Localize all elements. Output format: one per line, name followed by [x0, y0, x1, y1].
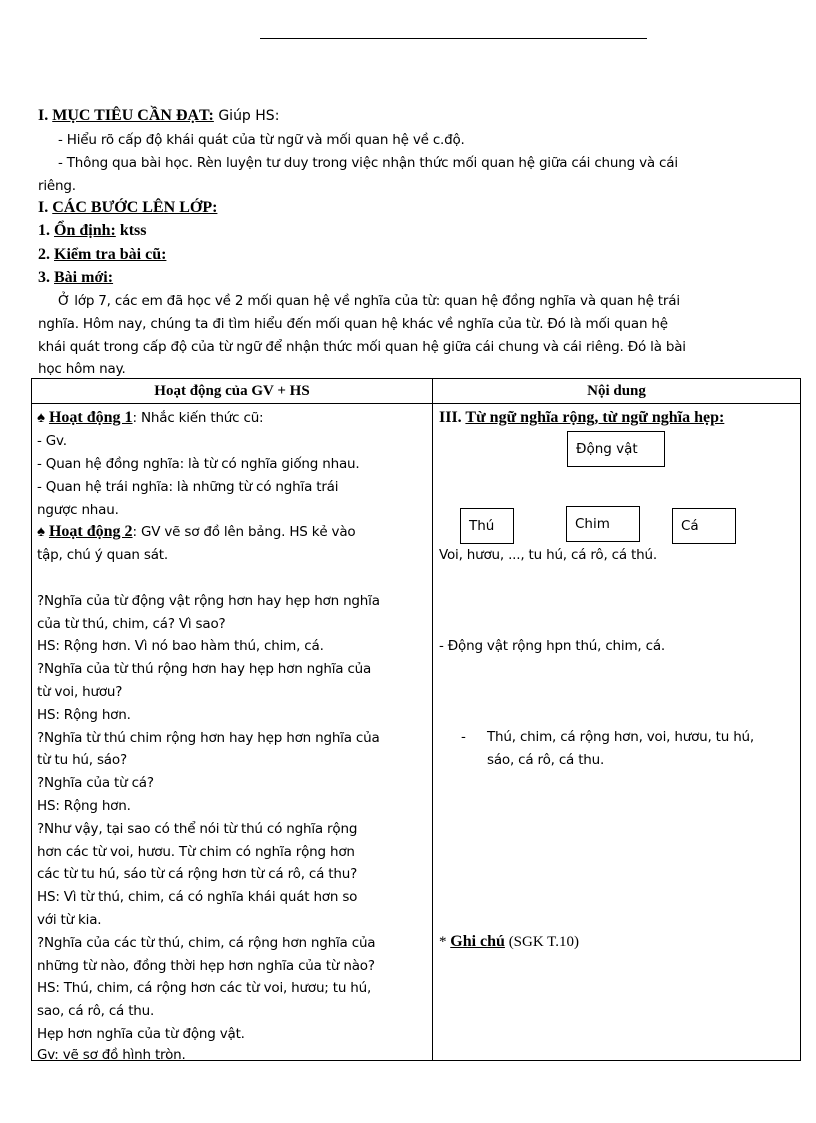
box-fish-label: Cá	[681, 518, 699, 534]
objective-2: - Thông qua bài học. Rèn luyện tư duy trong việc nhận thức mối quan hệ giữa cái chung và cái	[58, 155, 678, 171]
section-1-suffix: Giúp HS:	[213, 108, 280, 124]
note-label: Ghi chú	[450, 933, 505, 950]
activity-2	[37, 522, 355, 542]
objective-2-cont: riêng.	[38, 178, 76, 194]
diagram-box-animal	[567, 431, 665, 467]
box-animal-label: Động vật	[576, 441, 638, 457]
left-content	[32, 404, 432, 1063]
left-line: ?Như vậy, tại sao có thể nói từ thú có nghĩa rộng	[37, 821, 358, 837]
step-3-label: Bài mới:	[54, 269, 114, 286]
point-2-line-1: Thú, chim, cá rộng hơn, voi, hươu, tu hú,	[487, 729, 755, 745]
left-line: Gv: vẽ sơ đồ hình tròn.	[37, 1047, 186, 1063]
step-1	[38, 221, 147, 241]
point-1: - Động vật rộng hpn thú, chim, cá.	[439, 638, 665, 654]
activity-2-label: Hoạt động 2	[48, 523, 133, 540]
left-line: từ tu hú, sáo?	[37, 752, 127, 768]
left-line: ?Nghĩa của từ thú rộng hơn hay hẹp hơn nghĩa của	[37, 661, 372, 677]
diagram-box-bird	[566, 506, 640, 542]
left-line: HS: Rộng hơn. Vì nó bao hàm thú, chim, cá.	[37, 638, 324, 654]
left-line: - Quan hệ trái nghĩa: là những từ có nghĩa trái	[37, 479, 339, 495]
step-2-num: 2.	[38, 246, 50, 263]
right-heading-num: III.	[439, 409, 462, 426]
activity-1-rest: : Nhắc kiến thức cũ:	[132, 410, 264, 426]
box-bird-label: Chim	[575, 516, 610, 532]
left-line: - Gv.	[37, 433, 67, 449]
left-line: những từ nào, đồng thời hẹp hơn nghĩa của từ nào?	[37, 958, 375, 974]
lesson-table	[31, 378, 801, 1061]
intro-line-4: học hôm nay.	[38, 361, 126, 377]
spade-icon: ♠	[37, 524, 45, 540]
objective-1: - Hiểu rõ cấp độ khái quát của từ ngữ và mối quan hệ về c.độ.	[58, 132, 465, 148]
left-line: sao, cá rô, cá thu.	[37, 1003, 155, 1019]
section-1-heading	[38, 106, 279, 126]
left-line: Hẹp hơn nghĩa của từ động vật.	[37, 1026, 245, 1042]
step-1-label: Ổn định:	[54, 222, 116, 239]
step-1-rest: ktss	[115, 222, 147, 239]
left-line: ?Nghĩa từ thú chim rộng hơn hay hẹp hơn nghĩa của	[37, 730, 380, 746]
activity-1-label: Hoạt động 1	[48, 409, 133, 426]
left-line: HS: Thú, chim, cá rộng hơn các từ voi, hươu; tu hú,	[37, 980, 372, 996]
left-line: HS: Vì từ thú, chim, cá có nghĩa khái quát hơn so	[37, 889, 358, 905]
right-content	[433, 404, 800, 1060]
section-2-title: CÁC BƯỚC LÊN LỚP:	[52, 199, 218, 216]
note-star: *	[439, 934, 451, 950]
section-1-title: MỤC TIÊU CẦN ĐẠT:	[52, 107, 214, 124]
spade-icon: ♠	[37, 410, 45, 426]
top-rule	[260, 38, 647, 39]
left-line: tập, chú ý quan sát.	[37, 547, 168, 563]
intro-line-3: khái quát trong cấp độ của từ ngữ để nhận thức mối quan hệ giữa cái chung và cái riêng. Đó là bài	[38, 339, 686, 355]
left-line: HS: Rộng hơn.	[37, 798, 131, 814]
right-heading	[439, 408, 724, 428]
point-2-line-2: sáo, cá rô, cá thu.	[487, 752, 605, 768]
left-line: ?Nghĩa của các từ thú, chim, cá rộng hơn nghĩa của	[37, 935, 376, 951]
left-line: ngược nhau.	[37, 502, 119, 518]
table-body-row	[32, 404, 801, 1061]
note-rest: (SGK T.10)	[504, 934, 579, 950]
left-line: ?Nghĩa của từ cá?	[37, 775, 154, 791]
left-line: - Quan hệ đồng nghĩa: là từ có nghĩa giống nhau.	[37, 456, 360, 472]
activity-1	[37, 408, 263, 428]
right-cell	[433, 404, 801, 1061]
diagram-box-beast	[460, 508, 514, 544]
table-header-row	[32, 379, 801, 404]
step-1-num: 1.	[38, 222, 50, 239]
intro-line-2: nghĩa. Hôm nay, chúng ta đi tìm hiểu đến mối quan hệ khác về nghĩa của từ. Đó là mối quan hệ	[38, 316, 668, 332]
diagram-box-fish	[672, 508, 736, 544]
step-3	[38, 268, 113, 288]
section-2-number: I.	[38, 199, 49, 216]
examples-line: Voi, hươu, ..., tu hú, cá rô, cá thú.	[439, 547, 657, 563]
left-line: ?Nghĩa của từ động vật rộng hơn hay hẹp hơn nghĩa	[37, 593, 380, 609]
left-line: các từ tu hú, sáo từ cá rộng hơn từ cá rô, cá thu?	[37, 866, 358, 882]
header-left: Hoạt động của GV + HS	[32, 379, 433, 404]
note-line	[439, 932, 579, 952]
activity-2-rest: : GV vẽ sơ đồ lên bảng. HS kẻ vào	[132, 524, 356, 540]
left-line: với từ kia.	[37, 912, 102, 928]
box-beast-label: Thú	[469, 518, 495, 534]
step-2	[38, 245, 166, 265]
left-line: từ voi, hươu?	[37, 684, 123, 700]
point-2-dash: -	[461, 729, 466, 745]
section-1-number: I.	[38, 107, 49, 124]
header-right: Nội dung	[433, 379, 801, 404]
left-line: của từ thú, chim, cá? Vì sao?	[37, 616, 226, 632]
step-2-label: Kiểm tra bài cũ:	[54, 246, 167, 263]
section-2-heading	[38, 198, 217, 218]
left-line: HS: Rộng hơn.	[37, 707, 131, 723]
left-cell	[32, 404, 433, 1061]
intro-line-1: Ở lớp 7, các em đã học về 2 mối quan hệ về nghĩa của từ: quan hệ đồng nghĩa và quan hệ trái	[58, 293, 680, 309]
left-line: hơn các từ voi, hươu. Từ chim có nghĩa rộng hơn	[37, 844, 355, 860]
right-heading-text: Từ ngữ nghĩa rộng, từ ngữ nghĩa hẹp:	[465, 409, 725, 426]
step-3-num: 3.	[38, 269, 50, 286]
